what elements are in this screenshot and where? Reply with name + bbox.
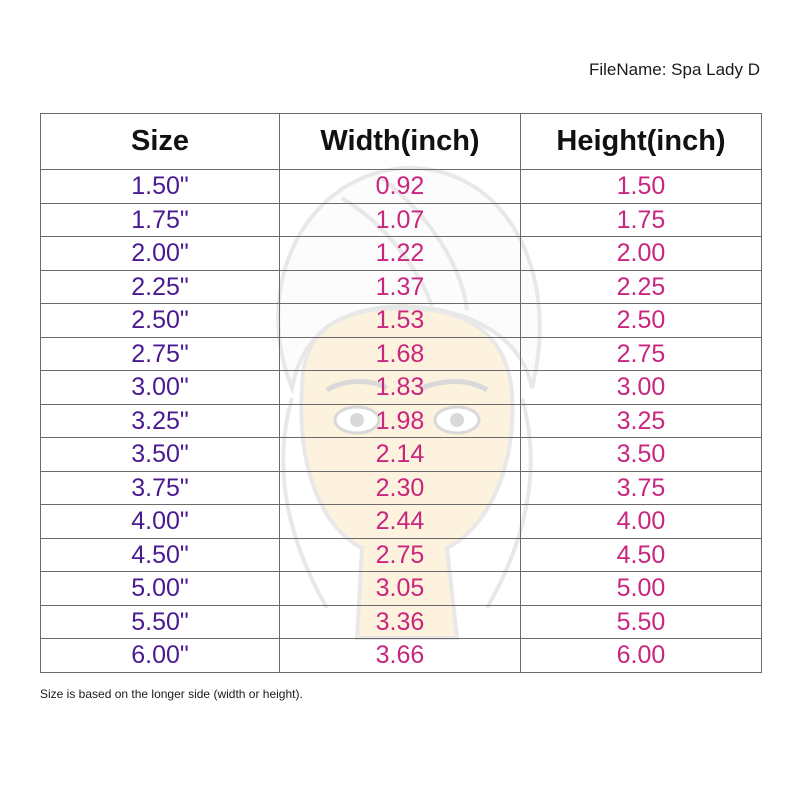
table-row <box>41 639 762 673</box>
size-cell: 1.50" <box>41 170 280 204</box>
width-cell: 2.44 <box>280 505 521 539</box>
table-row <box>41 304 762 338</box>
size-cell: 5.00" <box>41 572 280 606</box>
column-header-width: Width(inch) <box>280 114 521 170</box>
table-row <box>41 505 762 539</box>
width-cell: 0.92 <box>280 170 521 204</box>
size-cell: 3.75" <box>41 471 280 505</box>
height-cell: 3.50 <box>521 438 762 472</box>
size-cell: 1.75" <box>41 203 280 237</box>
width-cell: 3.66 <box>280 639 521 673</box>
table-row <box>41 270 762 304</box>
table-row <box>41 371 762 405</box>
table-row <box>41 538 762 572</box>
width-cell: 1.83 <box>280 371 521 405</box>
height-cell: 3.25 <box>521 404 762 438</box>
footnote: Size is based on the longer side (width or height). <box>40 687 303 701</box>
size-cell: 6.00" <box>41 639 280 673</box>
size-cell: 3.50" <box>41 438 280 472</box>
width-cell: 1.68 <box>280 337 521 371</box>
size-cell: 3.25" <box>41 404 280 438</box>
table-row <box>41 337 762 371</box>
height-cell: 3.75 <box>521 471 762 505</box>
height-cell: 6.00 <box>521 639 762 673</box>
height-cell: 1.75 <box>521 203 762 237</box>
width-cell: 2.14 <box>280 438 521 472</box>
size-cell: 5.50" <box>41 605 280 639</box>
table-row <box>41 572 762 606</box>
table-row <box>41 471 762 505</box>
height-cell: 4.50 <box>521 538 762 572</box>
width-cell: 1.98 <box>280 404 521 438</box>
height-cell: 2.00 <box>521 237 762 271</box>
width-cell: 3.36 <box>280 605 521 639</box>
file-name-label: FileName: Spa Lady D <box>588 60 760 79</box>
table-header-row <box>41 114 762 170</box>
height-cell: 1.50 <box>521 170 762 204</box>
height-cell: 3.00 <box>521 371 762 405</box>
height-cell: 5.50 <box>521 605 762 639</box>
size-cell: 4.50" <box>41 538 280 572</box>
height-cell: 2.75 <box>521 337 762 371</box>
width-cell: 1.07 <box>280 203 521 237</box>
width-cell: 3.05 <box>280 572 521 606</box>
size-cell: 2.75" <box>41 337 280 371</box>
table-row <box>41 203 762 237</box>
size-cell: 2.25" <box>41 270 280 304</box>
width-cell: 1.37 <box>280 270 521 304</box>
table-row <box>41 605 762 639</box>
table-row <box>41 170 762 204</box>
table-row <box>41 438 762 472</box>
width-cell: 1.53 <box>280 304 521 338</box>
size-cell: 2.50" <box>41 304 280 338</box>
height-cell: 4.00 <box>521 505 762 539</box>
column-header-height: Height(inch) <box>521 114 762 170</box>
size-chart-table <box>40 113 762 673</box>
size-cell: 4.00" <box>41 505 280 539</box>
table-row <box>41 404 762 438</box>
size-cell: 2.00" <box>41 237 280 271</box>
width-cell: 2.75 <box>280 538 521 572</box>
height-cell: 2.50 <box>521 304 762 338</box>
height-cell: 2.25 <box>521 270 762 304</box>
size-cell: 3.00" <box>41 371 280 405</box>
width-cell: 2.30 <box>280 471 521 505</box>
table-row <box>41 237 762 271</box>
height-cell: 5.00 <box>521 572 762 606</box>
column-header-size: Size <box>41 114 280 170</box>
width-cell: 1.22 <box>280 237 521 271</box>
